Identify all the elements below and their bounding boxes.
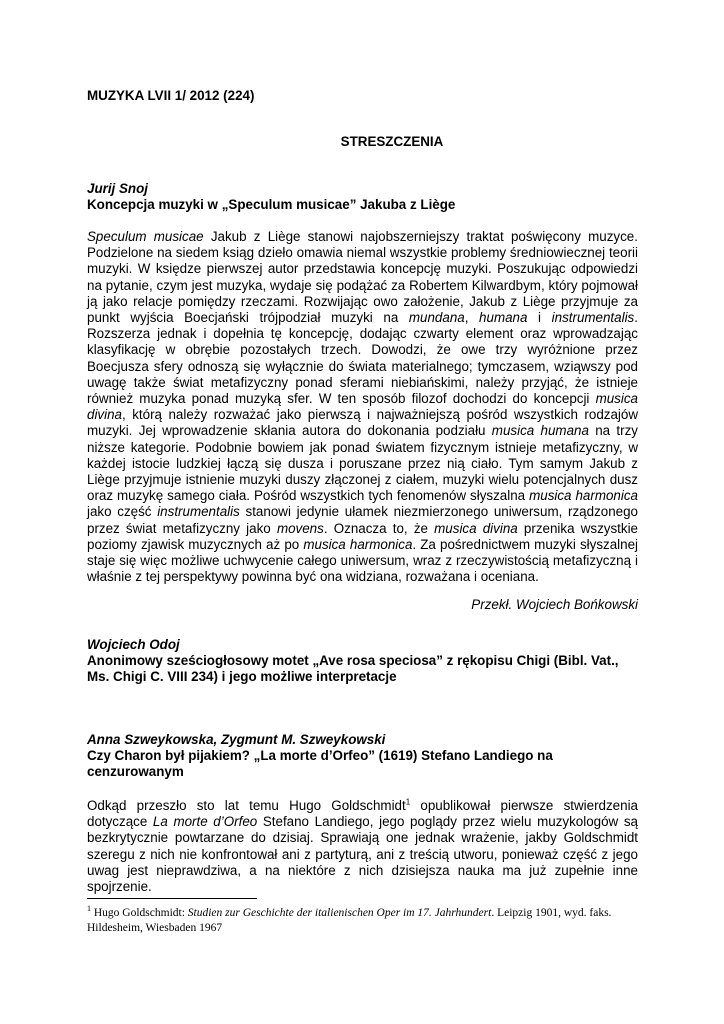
article-2-title: Anonimowy sześciogłosowy motet „Ave rosa speciosa” z rękopisu Chigi (Bibl. Vat., Ms. Chigi C. VIII 234) i jego możliwe interpretacje — [87, 653, 619, 684]
article-2-author: Wojciech Odoj — [87, 637, 180, 652]
article-1-author: Jurij Snoj — [87, 181, 149, 196]
journal-header: MUZYKA LVII 1/ 2012 (224) — [87, 88, 255, 103]
footnote-ref[interactable]: 1 — [405, 797, 411, 807]
article-3-abstract: Odkąd przeszło sto lat temu Hugo Goldschmidt$^1$ opublikował pierwsze stwierdzenia dotyczące La morte d’Orfeo Stefano Landiego, jego poglądy przez wielu muzykologów są bezkrytycznie powtarzane do dzisiaj. Sprawiają one jednak wrażenie, jakby Goldschmidt szeregu z nich nie konfrontował ani z partyturą, ani z treścią utworu, ponieważ część z jego uwag jest nieprawdziwa, a na niektóre z nich dzisiejsza nauka ma już zupełnie inne spojrzenie. — [87, 797, 639, 895]
article-1-abstract: Speculum musicae Jakub z Liège stanowi najobszerniejszy traktat poświęcony muzyce. Podzielone na siedem ksiąg dzieło omawia niemal wszystkie problemy średniowiecznej teorii muzyki. W księdze pierwszej autor przedstawia koncepcję muzyki. Poszukując odpowiedzi na pytanie, czym jest muzyka, wydaje się podążać za Robertem Kilwardbym, który pojmował ją jako relacje pomiędzy rzeczami. Rozwijając owo założenie, Jakub z Liège przyjmuje za punkt wyjścia Boecjański trójpodział muzyki na mundana, humana i instrumentalis. Rozszerza jednak i dopełnia tę koncepcję, dodając czwarty element oraz wprowadzając klasyfikację w obrębie pozostałych trzech. Dowodzi, że owe trzy wyróżnione przez Boecjusza sfery odnoszą się wyłącznie do świata materialnego; tymczasem, wziąwszy pod uwagę także świat metafizyczny ponad sferami niebiańskimi, należy przyjąć, że istnieje również muzyka ponad muzyką sfer. W ten sposób filozof dochodzi do koncepcji musica divina, którą należy rozważać jako pierwszą i najważniejszą pośród wszystkich rodzajów muzyki. Jej wprowadzenie skłania autora do dokonania podziału musica humana na trzy niższe kategorie. Podobnie bowiem jak ponad światem fizycznym istnieje metafizyczny, w każdej istocie ludzkiej łączą się dusza i poruszane przez nią ciało. Tym samym Jakub z Liège przyjmuje istnienie muzyki duszy złączonej z ciałem, muzyki wielu potencjalnych dusz oraz muzykę samego ciała. Pośród wszystkich tych fenomenów słyszalna musica harmonica jako część instrumentalis stanowi jedynie ułamek niezmierzonego uniwersum, rządzonego przez świat metafizyczny jako movens. Oznacza to, że musica divina przenika wszystkie poziomy zjawisk muzycznych aż po musica harmonica. Za pośrednictwem muzyki słyszalnej staje się więc możliwe uchwycenie całego uniwersum, wraz z rzeczywistością metafizyczną i właśnie z tej perspektywy powinna być ona widziana, rozważana i oceniana. — [87, 229, 639, 585]
footnote: $^1$ Hugo Goldschmidt: Studien zur Geschichte der italienischen Oper im 17. Jahrhundert. Leipzig 1901, wyd. faks. Hildesheim, Wiesbaden 1967 — [87, 904, 612, 934]
article-2 — [87, 637, 638, 685]
article-3-title: Czy Charon był pijakiem? „La morte d’Orfeo” (1619) Stefano Landiego na cenzurowanym — [87, 748, 553, 779]
translator-credit: Przekł. Wojciech Bońkowski — [471, 597, 638, 613]
article-3 — [87, 732, 638, 895]
article-3-author: Anna Szweykowska, Zygmunt M. Szweykowski — [87, 732, 386, 747]
section-title: STRESZCZENIA — [340, 134, 444, 149]
article-1-title: Koncepcja muzyki w „Speculum musicae” Jakuba z Liège — [87, 197, 456, 212]
italic-term: Speculum musicae — [87, 229, 204, 244]
footnote-number: 1 — [87, 904, 91, 914]
footnote-divider — [87, 898, 257, 899]
article-1 — [87, 181, 638, 613]
